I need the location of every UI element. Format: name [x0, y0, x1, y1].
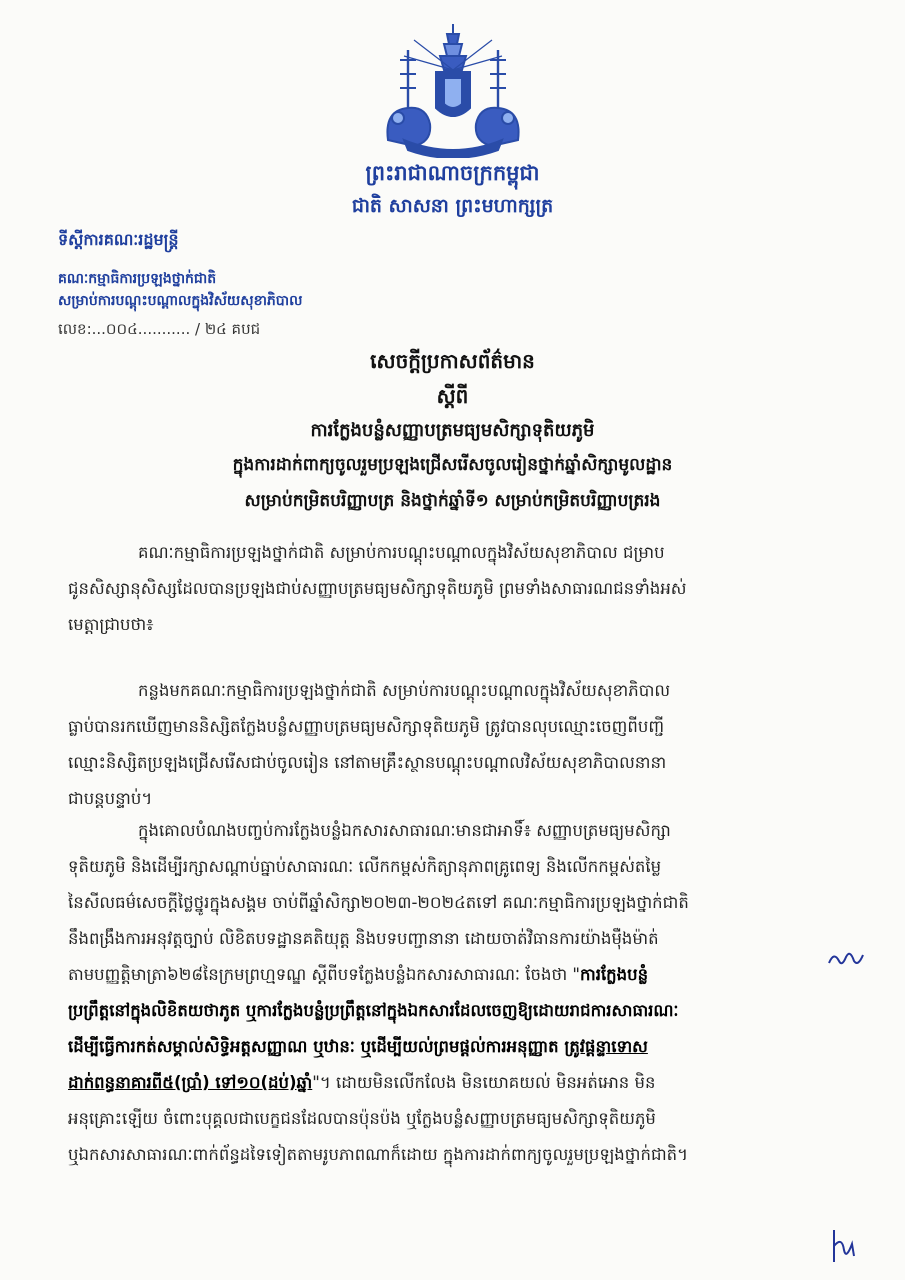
issuing-committee	[58, 268, 302, 312]
title-subject-label: ស្តីពី	[436, 384, 469, 408]
paragraph-line: គណៈកម្មាធិការប្រឡងថ្នាក់ជាតិ សម្រាប់ការបណ្តុះបណ្តាលក្នុងវិស័យសុខាភិបាល ជម្រាប	[138, 543, 665, 562]
paragraph-line	[68, 993, 848, 1029]
paragraph-line: អនុគ្រោះឡើយ ចំពោះបុគ្គលជាបេក្ខជនដែលបានប៉ុនប៉ង ឬក្លែងបន្លំសញ្ញាបត្រមធ្យមសិក្សាទុតិយភូមិ	[68, 1109, 656, 1128]
paragraph-line: ធ្លាប់បានរកឃើញមាននិស្សិតក្លែងបន្លំសញ្ញាបត្រមធ្យមសិក្សាទុតិយភូមិ ត្រូវបានលុបឈ្មោះចេញពីបញ្ជី	[68, 717, 665, 736]
announcement-title: សេចក្តីប្រកាសព័ត៌មាន	[370, 349, 535, 373]
paragraph-line: នឹងពង្រឹងការអនុវត្តច្បាប់ លិខិតបទដ្ឋានគតិយុត្ត និងបទបញ្ជានានា ដោយចាត់វិធានការយ៉ាងម៉ឺងម៉ាត់	[68, 929, 659, 948]
paragraph-line: ជូនសិស្សានុសិស្សដែលបានប្រឡងជាប់សញ្ញាបត្រមធ្យមសិក្សាទុតិយភូមិ ព្រមទាំងសាធារណជនទាំងអស់	[68, 579, 687, 598]
national-motto: ជាតិ សាសនា ព្រះមហាក្សត្រ	[351, 195, 554, 217]
paragraph-line: កន្លងមកគណៈកម្មាធិការប្រឡងថ្នាក់ជាតិ សម្រាប់ការបណ្តុះបណ្តាលក្នុងវិស័យសុខាភិបាល	[138, 681, 671, 700]
committee-line-2: សម្រាប់ការបណ្តុះបណ្តាលក្នុងវិស័យសុខាភិបាល	[58, 293, 303, 309]
reference-number: លេខ:...០០៤........... / ២៤ គបជ	[58, 320, 261, 338]
quoted-law-text: ការក្លែងបន្លំ	[580, 965, 649, 984]
paragraph-line: ក្នុងគោលបំណងបញ្ចប់ការក្លែងបន្លំឯកសារសាធារណៈមានជាអាទិ៍៖ សញ្ញាបត្រមធ្យមសិក្សា	[138, 821, 671, 840]
paragraph-line: ឈ្មោះនិស្សិតប្រឡងជ្រើសរើសជាប់ចូលរៀន នៅតាមគ្រឹះស្ថានបណ្តុះបណ្តាលវិស័យសុខាភិបាលនានា	[68, 753, 667, 772]
committee-line-1: គណៈកម្មាធិការប្រឡងថ្នាក់ជាតិ	[58, 271, 217, 287]
paragraph-line	[68, 1065, 848, 1101]
paragraph-3	[68, 813, 848, 1173]
paragraph-line: នៃសីលធម៌សេចក្តីថ្លៃថ្នូរក្នុងសង្គម ចាប់ពីឆ្នាំសិក្សា២០២៣-២០២៤តទៅ គណៈកម្មាធិការប្រឡងថ្នាក់ជាតិ	[68, 893, 689, 912]
title-subject-line-2: ក្នុងការដាក់ពាក្យចូលរួមប្រឡងជ្រើសរើសចូលរៀនថ្នាក់ឆ្នាំសិក្សាមូលដ្ឋាន	[232, 455, 673, 475]
page-signature-icon	[826, 1226, 866, 1266]
paragraph-2	[68, 673, 848, 817]
royal-emblem-icon	[374, 20, 532, 158]
quoted-law-text: ប្រព្រឹត្តនៅក្នុងលិខិតយថាភូត ឬការក្លែងបន្លំប្រព្រឹត្តនៅក្នុងឯកសារដែលចេញឱ្យដោយរាជការសាធារណៈ	[68, 1001, 679, 1020]
issuing-ministry: ទីស្តីការគណៈរដ្ឋមន្ត្រី	[58, 230, 179, 249]
paragraph-line: ជាបន្តបន្ទាប់។	[68, 789, 153, 808]
paragraph-text: តាមបញ្ញត្តិមាត្រា៦២៨នៃក្រមព្រហ្មទណ្ឌ ស្តីពីបទក្លែងបន្លំឯកសារសាធារណៈ ចែងថា "	[68, 965, 580, 984]
title-subject-line-1: ការក្លែងបន្លំសញ្ញាបត្រមធ្យមសិក្សាទុតិយភូមិ	[310, 420, 595, 441]
paragraph-line: មេត្តាជ្រាបថា៖	[68, 615, 154, 634]
paragraph-line: ឬឯកសារសាធារណៈពាក់ព័ន្ធដទៃទៀតតាមរូបភាពណាក៏ដោយ ក្នុងការដាក់ពាក្យចូលរួមប្រឡងថ្នាក់ជាតិ។	[68, 1145, 689, 1164]
paragraph-line: ទុតិយភូមិ និងដើម្បីរក្សាសណ្តាប់ធ្នាប់សាធារណៈ លើកកម្ពស់កិត្យានុភាពគ្រូពេទ្យ និងលើកកម្ពស់តម្លៃ	[68, 857, 662, 876]
penalty-text: ត្រូវផ្តន្ទាទោស	[564, 1037, 648, 1056]
kingdom-name: ព្រះរាជាណាចក្រកម្ពុជា	[365, 161, 540, 185]
quoted-law-text: ដើម្បីធ្វើការកត់សម្គាល់សិទ្ធិអត្តសញ្ញាណ ឬឋានៈ ឬដើម្បីយល់ព្រមផ្តល់ការអនុញ្ញាត	[68, 1037, 565, 1056]
penalty-text: ដាក់ពន្ធនាគារពី៥(ប្រាំ) ទៅ១០(ដប់)ឆ្នាំ	[68, 1073, 313, 1092]
paragraph-line	[68, 1029, 848, 1065]
handwritten-initial-icon	[826, 945, 866, 971]
paragraph-text: "។ ដោយមិនលើកលែង មិនយោគយល់ មិនអត់អោន មិន	[312, 1073, 656, 1092]
paragraph-1	[68, 535, 848, 643]
title-subject-line-3: សម្រាប់កម្រិតបរិញ្ញាបត្រ និងថ្នាក់ឆ្នាំទី១ សម្រាប់កម្រិតបរិញ្ញាបត្ររង	[244, 491, 661, 511]
paragraph-line	[68, 957, 848, 993]
